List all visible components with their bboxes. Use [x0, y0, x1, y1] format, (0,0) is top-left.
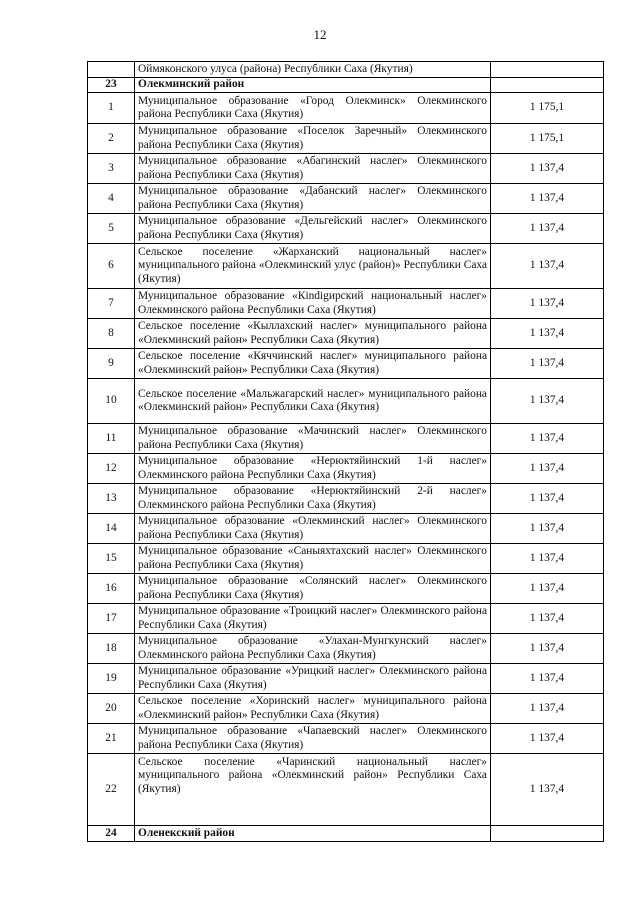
- row-value: 1 137,4: [491, 484, 604, 514]
- table-row: [88, 694, 604, 724]
- table-row: [88, 424, 604, 454]
- table-row: [88, 184, 604, 214]
- row-name: Муниципальное образование «Абагинский наслег» Олекминского района Республики Саха (Якутия): [135, 154, 491, 184]
- row-number: 19: [88, 664, 135, 694]
- row-name: Сельское поселение «Мальжагарский наслег» муниципального района «Олекминский район» Республики Саха (Якутия): [135, 379, 491, 424]
- row-name: Муниципальное образование «Дельгейский наслег» Олекминского района Республики Саха (Якутия): [135, 214, 491, 244]
- row-number: 14: [88, 514, 135, 544]
- table-row: [88, 124, 604, 154]
- table-row: [88, 289, 604, 319]
- row-number: 17: [88, 604, 135, 634]
- row-value: 1 137,4: [491, 154, 604, 184]
- row-number: 15: [88, 544, 135, 574]
- row-number: 6: [88, 244, 135, 289]
- row-value: 1 137,4: [491, 289, 604, 319]
- section-title: Олекминский район: [135, 78, 491, 93]
- row-name: Муниципальное образование «Солянский наслег» Олекминского района Республики Саха (Якутия): [135, 574, 491, 604]
- row-name: Муниципальное образование «Олекминский наслег» Олекминского района Республики Саха (Якутия): [135, 514, 491, 544]
- row-number: 3: [88, 154, 135, 184]
- section-number: 23: [88, 78, 135, 93]
- section-value-cell: [491, 826, 604, 842]
- row-value: 1 137,4: [491, 754, 604, 826]
- row-number: 10: [88, 379, 135, 424]
- table-row: [88, 349, 604, 379]
- row-name: Муниципальное образование «Саныяхтахский наслег» Олекминского района Республики Саха (Якутия): [135, 544, 491, 574]
- table-row: [88, 484, 604, 514]
- row-name: Муниципальное образование «Город Олекминск» Олекминского района Республики Саха (Якутия): [135, 93, 491, 124]
- table-row: [88, 604, 604, 634]
- registry-table: [87, 61, 604, 842]
- continued-row: [88, 62, 604, 78]
- row-value: 1 137,4: [491, 214, 604, 244]
- row-value: 1 137,4: [491, 544, 604, 574]
- table-row: [88, 754, 604, 826]
- row-name: Муниципальное образование «Урицкий наслег» Олекминского района Республики Саха (Якутия): [135, 664, 491, 694]
- table-row: [88, 379, 604, 424]
- row-number: 13: [88, 484, 135, 514]
- row-number: 21: [88, 724, 135, 754]
- row-value: 1 137,4: [491, 184, 604, 214]
- section-number: 24: [88, 826, 135, 842]
- table-row: [88, 664, 604, 694]
- row-value: 1 137,4: [491, 379, 604, 424]
- row-number: 1: [88, 93, 135, 124]
- table-row: [88, 544, 604, 574]
- row-value: 1 137,4: [491, 514, 604, 544]
- row-value: 1 137,4: [491, 574, 604, 604]
- row-number: 8: [88, 319, 135, 349]
- row-name: Муниципальное образование «Нерюктяйинский 2-й наслег» Олекминского района Республики Саха (Якутия): [135, 484, 491, 514]
- row-number: 2: [88, 124, 135, 154]
- row-value: 1 175,1: [491, 124, 604, 154]
- row-value: [491, 62, 604, 78]
- table-row: [88, 319, 604, 349]
- row-name: Оймяконского улуса (района) Республики Саха (Якутия): [135, 62, 491, 78]
- row-name: Сельское поселение «Жарханский национальный наслег» муниципального района «Олекминский улус (район)» Республики Саха (Якутия): [135, 244, 491, 289]
- page-number: 12: [313, 27, 327, 42]
- row-name: Муниципальное образование «Нерюктяйинский 1-й наслег» Олекминского района Республики Саха (Якутия): [135, 454, 491, 484]
- row-name: Муниципальное образование «Поселок Заречный» Олекминского района Республики Саха (Якутия): [135, 124, 491, 154]
- row-number: 22: [88, 754, 135, 826]
- row-number: 11: [88, 424, 135, 454]
- table-row: [88, 93, 604, 124]
- row-number: 12: [88, 454, 135, 484]
- table-row: [88, 244, 604, 289]
- row-value: 1 137,4: [491, 349, 604, 379]
- row-value: 1 137,4: [491, 664, 604, 694]
- row-name: Муниципальное образование «Троицкий наслег» Олекминского района Республики Саха (Якутия): [135, 604, 491, 634]
- row-number: 4: [88, 184, 135, 214]
- row-number: 18: [88, 634, 135, 664]
- row-number: 16: [88, 574, 135, 604]
- row-name: Муниципальное образование «Чапаевский наслег» Олекминского района Республики Саха (Якутия): [135, 724, 491, 754]
- section-value-cell: [491, 78, 604, 93]
- row-value: 1 137,4: [491, 724, 604, 754]
- row-name: Сельское поселение «Чаринский национальный наслег» муниципального района «Олекминский район» Республики Саха (Якутия): [135, 754, 491, 826]
- row-value: 1 137,4: [491, 604, 604, 634]
- row-number: 20: [88, 694, 135, 724]
- section-header-row: [88, 78, 604, 93]
- table-row: [88, 634, 604, 664]
- row-value: 1 137,4: [491, 244, 604, 289]
- row-number: 5: [88, 214, 135, 244]
- row-value: 1 175,1: [491, 93, 604, 124]
- table-row: [88, 454, 604, 484]
- section-header-row: [88, 826, 604, 842]
- row-name: Муниципальное образование «Улахан-Мунгкунский наслег» Олекминского района Республики Саха (Якутия): [135, 634, 491, 664]
- row-value: 1 137,4: [491, 634, 604, 664]
- row-number: [88, 62, 135, 78]
- row-value: 1 137,4: [491, 454, 604, 484]
- table-row: [88, 514, 604, 544]
- row-name: Сельское поселение «Кыллахский наслег» муниципального района «Олекминский район» Республики Саха (Якутия): [135, 319, 491, 349]
- row-name: Муниципальное образование «Кindigирский национальный наслег» Олекминского района Республики Саха (Якутия): [135, 289, 491, 319]
- row-number: 9: [88, 349, 135, 379]
- table-row: [88, 574, 604, 604]
- table-row: [88, 154, 604, 184]
- row-name: Муниципальное образование «Дабанский наслег» Олекминского района Республики Саха (Якутия): [135, 184, 491, 214]
- row-value: 1 137,4: [491, 424, 604, 454]
- row-value: 1 137,4: [491, 694, 604, 724]
- table-row: [88, 214, 604, 244]
- section-title: Оленекский район: [135, 826, 491, 842]
- row-name: Муниципальное образование «Мачинский наслег» Олекминского района Республики Саха (Якутия): [135, 424, 491, 454]
- table-row: [88, 724, 604, 754]
- row-name: Сельское поселение «Кяччинский наслег» муниципального района «Олекминский район» Республики Саха (Якутия): [135, 349, 491, 379]
- row-value: 1 137,4: [491, 319, 604, 349]
- row-number: 7: [88, 289, 135, 319]
- row-name: Сельское поселение «Хоринский наслег» муниципального района «Олекминский район» Республики Саха (Якутия): [135, 694, 491, 724]
